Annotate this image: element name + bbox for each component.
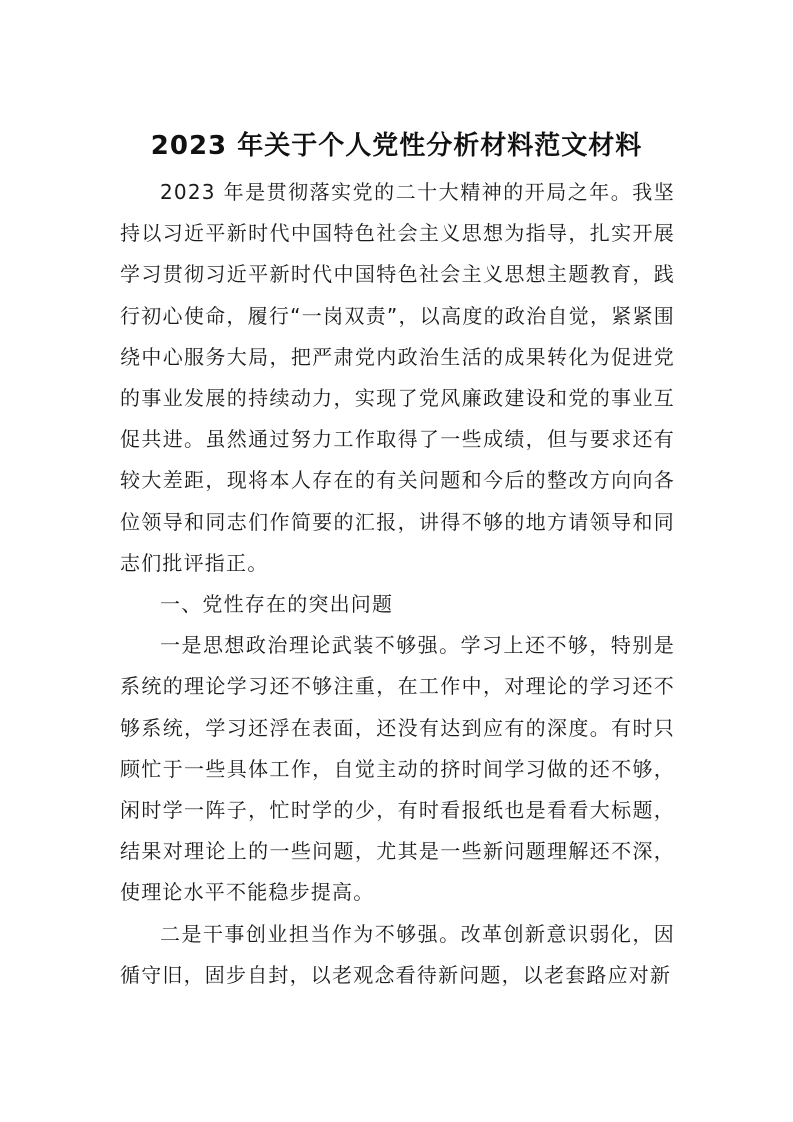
intro-paragraph: 2023 年是贯彻落实党的二十大精神的开局之年。我坚持以习近平新时代中国特色社会主义思想为指导，扎实开展学习贯彻习近平新时代中国特色社会主义思想主题教育，践行初心使命，履行“一岗双责”，以高度的政治自觉，紧紧围绕中心服务大局，把严肃党内政治生活的成果转化为促进党的事业发展的持续动力，实现了党风廉政建设和党的事业互促共进。虽然通过努力工作取得了一些成绩，但与要求还有较大差距，现将本人存在的有关问题和今后的整改方向向各位领导和同志们作简要的汇报，讲得不够的地方请领导和同志们批评指正。 xyxy=(120,180,675,575)
problem-paragraph-2: 二是干事创业担当作为不够强。改革创新意识弱化，因循守旧，固步自封，以老观念看待新问题，以老套路应对新 xyxy=(120,921,675,987)
section-heading: 一、党性存在的突出问题 xyxy=(160,592,394,617)
problem-paragraph-1: 一是思想政治理论武装不够强。学习上还不够，特别是系统的理论学习还不够注重，在工作中，对理论的学习还不够系统，学习还浮在表面，还没有达到应有的深度。有时只顾忙于一些具体工作，自觉主动的挤时间学习做的还不够，闲时学一阵子，忙时学的少，有时看报纸也是看看大标题，结果对理论上的一些问题，尤其是一些新问题理解还不深，使理论水平不能稳步提高。 xyxy=(120,633,675,905)
document-title: 2023 年关于个人党性分析材料范文材料 xyxy=(150,131,643,161)
document-body xyxy=(120,172,675,996)
